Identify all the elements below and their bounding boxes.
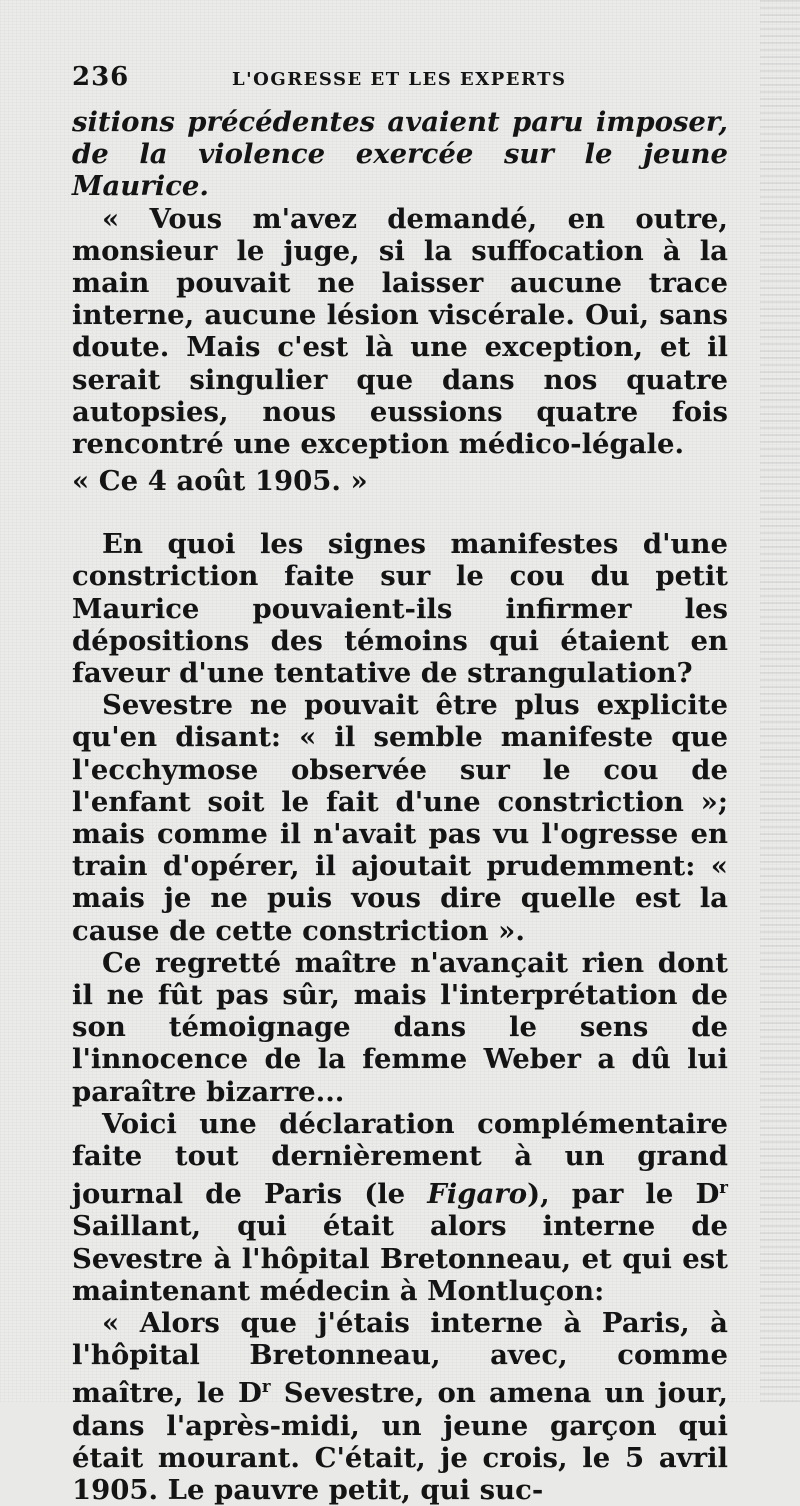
paragraph-quote-saillant (72, 1307, 728, 1506)
paragraph-continuation: sitions précédentes avaient paru imposer, de la violence exercée sur le jeune Maurice. (72, 106, 728, 203)
paragraph-question: En quoi les signes manifestes d'une constriction faite sur le cou du petit Maurice pouvaient-ils infirmer les dépositions des témoins qui étaient en faveur d'une tentative de strangulation? (72, 528, 728, 690)
page-body (72, 106, 728, 1506)
newspaper-name: Figaro (427, 1178, 528, 1211)
running-title: L'OGRESSE ET LES EXPERTS (232, 69, 567, 90)
dateline: « Ce 4 août 1905. » (72, 465, 368, 498)
quote-text-after: Sevestre, on amena un jour, dans l'après-midi, un jeune garçon qui était mourant. C'était, je crois, le 5 avril 1905. Le pauvre petit, qui suc- (72, 1377, 728, 1506)
doctor-title-superscript: r (719, 1178, 728, 1198)
saillant-text-before: Voici une déclaration complémentaire faite tout dernièrement à un grand journal de Paris (le (72, 1107, 728, 1211)
scan-edge-noise (760, 0, 800, 1402)
doctor-title-superscript: r (261, 1377, 271, 1397)
page-number: 236 (72, 62, 130, 92)
running-head (72, 62, 728, 106)
paragraph-expert-statement: « Vous m'avez demandé, en outre, monsieur le juge, si la suffocation à la main pouvait ne laisser aucune trace interne, aucune lésion viscérale. Oui, sans doute. Mais c'est là une exception, et il serait singulier que dans nos quatre autopsies, nous eussions quatre fois rencontré une exception médico-légale. (72, 202, 728, 461)
paragraph-regrette-maitre: Ce regretté maître n'avançait rien dont il ne fût pas sûr, mais l'interprétation de son témoignage dans le sens de l'innocence de la femme Weber a dû lui paraître bizarre... (72, 946, 728, 1108)
paragraph-saillant (72, 1108, 728, 1307)
saillant-text-middle: ), par le D (527, 1178, 720, 1211)
quote-text-before: « Alors que j'étais interne à Paris, à l'hôpital Bretonneau, avec, comme maître, le D (72, 1307, 728, 1410)
saillant-text-after: Saillant, qui était alors interne de Sevestre à l'hôpital Bretonneau, et qui est maintenant médecin à Montluçon: (72, 1210, 728, 1307)
paragraph-sevestre: Sevestre ne pouvait être plus explicite qu'en disant: « il semble manifeste que l'ecchymose observée sur le cou de l'enfant soit le fait d'une constriction »; mais comme il n'avait pas vu l'ogresse en train d'opérer, il ajoutait prudemment: « mais je ne puis vous dire quelle est la cause de cette constriction ». (72, 689, 728, 947)
